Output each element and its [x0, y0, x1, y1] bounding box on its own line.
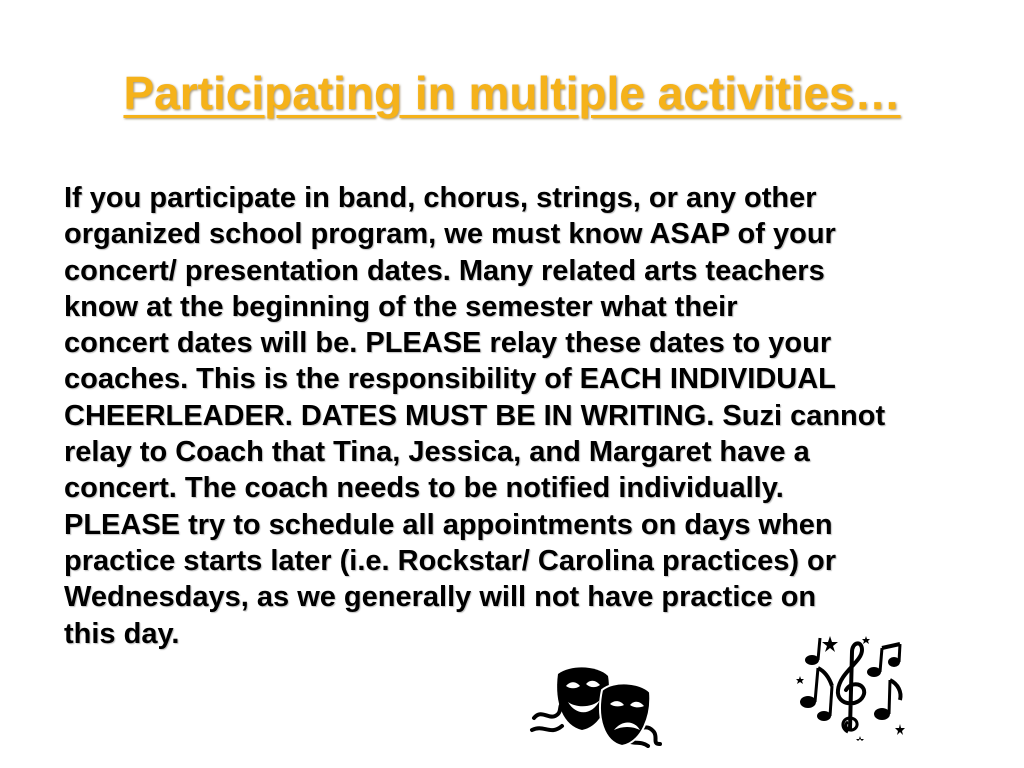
body-line: relay to Coach that Tina, Jessica, and Margaret have a [64, 436, 810, 469]
body-line: PLEASE try to schedule all appointments on days when [64, 508, 833, 541]
body-line: CHEERLEADER. DATES MUST BE IN WRITING. Suzi cannot [64, 399, 886, 432]
body-line: If you participate in band, chorus, strings, or any other [64, 182, 817, 214]
body-line: know at the beginning of the semester what their [64, 290, 738, 323]
body-line: coaches. This is the responsibility of EACH INDIVIDUAL [64, 363, 836, 396]
body-line: organized school program, we must know ASAP of your [64, 218, 836, 251]
body-line: practice starts later (i.e. Rockstar/ Carolina practices) or [64, 544, 837, 577]
slide-title: Participating in multiple activities… [123, 67, 901, 119]
body-line: concert. The coach needs to be notified individually. [64, 472, 784, 505]
body-line: concert/ presentation dates. Many related arts teachers [64, 254, 825, 287]
music-notes-icon [790, 632, 910, 742]
body-line: Wednesdays, as we generally will not have practice on [64, 581, 817, 614]
body-line: concert dates will be. PLEASE relay these dates to your [64, 327, 832, 360]
theater-masks-icon [528, 660, 668, 748]
slide-body [64, 180, 984, 652]
body-line: this day. [64, 617, 180, 650]
